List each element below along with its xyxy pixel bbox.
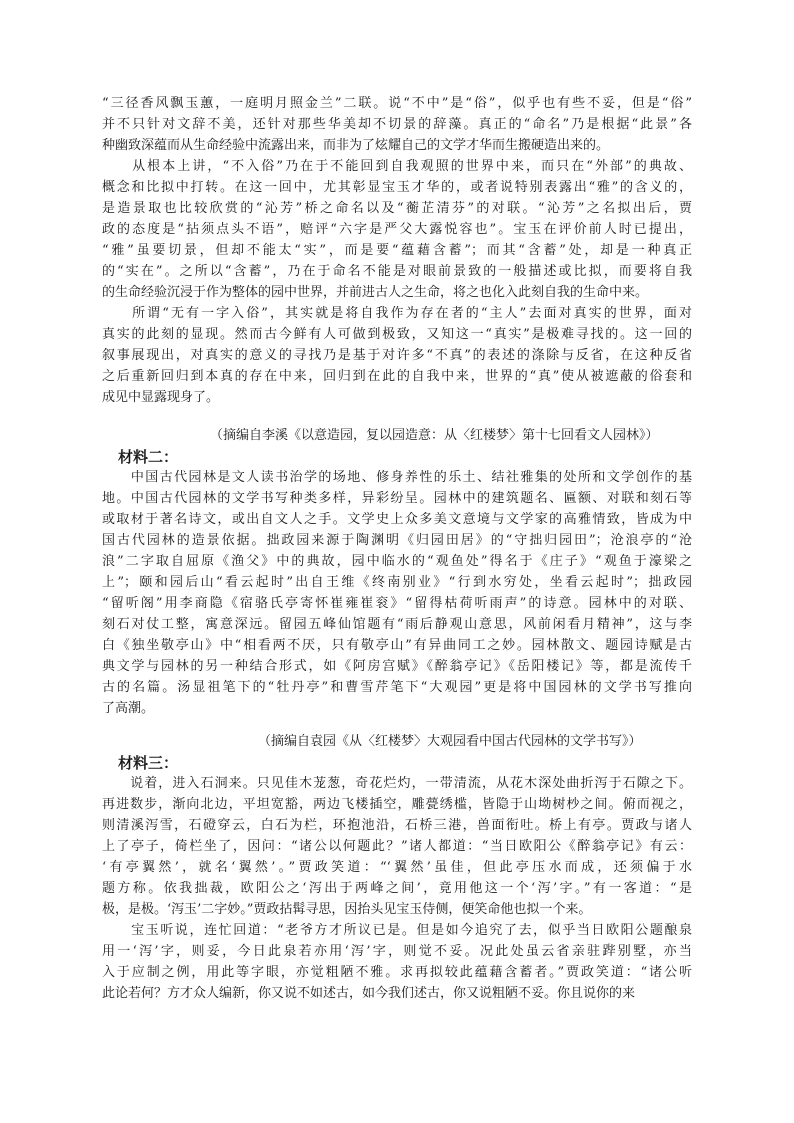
- text-line: 宝玉听说，连忙回道：“老爷方才所议已是。但是如今追究了去，似乎当日欧阳公题酿泉: [102, 923, 692, 938]
- section-one-source: （摘编自李溪《以意造园，复以园造意：从〈红楼梦〉第十七回看文人园林》）: [210, 428, 659, 443]
- text-line: 成见中显露现身了。: [102, 390, 220, 405]
- text-line: 说着，进入石洞来。只见佳木茏葱，奇花烂灼，一带清流，从花木深处曲折泻于石隙之下。: [102, 776, 692, 791]
- text-line: “雅”虽要切景，但却不能太“实”，而是要“蕴藉含蓄”；而其“含蓄”处，却是一种真正: [102, 243, 692, 258]
- text-line: 的“实在”。之所以“含蓄”，乃在于命名不能是对眼前景致的一般描述或比拟，而要将自我: [102, 264, 692, 279]
- text-line: 从根本上讲，“不入俗”乃在于不能回到自我观照的世界中来，而只在“外部”的典故、: [102, 159, 692, 174]
- text-line: 是造景取也比较欣赏的“沁芳”桥之命名以及“蘅芷清芬”的对联。“沁芳”之名拟出后，贾: [102, 201, 692, 216]
- text-line: 国古代园林的造景依据。拙政园来源于陶渊明《归园田居》的“守拙归园田”；沧浪亭的“沧: [102, 533, 692, 548]
- text-line: 用一‘泻’字，则妥，今日此泉若亦用‘泻’字，则觉不妥。况此处虽云省亲驻跸别墅，亦当: [102, 944, 692, 959]
- section-two-heading: 材料二：: [118, 448, 179, 466]
- text-line: 种幽致深蕴而从生命经验中流露出来，而非为了炫耀自己的文学才华而生搬硬造出来的。: [102, 138, 610, 153]
- text-line: 叙事展现出，对真实的意义的寻找乃是基于对许多“不真”的表述的涤除与反省，在这种反省: [102, 348, 692, 363]
- text-line: 极，是极。‘泻玉’二字妙。”贾政拈髯寻思，因抬头见宝玉侍侧，便笑命他也拟一个来。: [102, 902, 592, 917]
- section-three-heading: 材料三：: [118, 754, 179, 772]
- section-two-source: （摘编自袁园《从〈红楼梦〉大观园看中国古代园林的文学书写》）: [258, 734, 642, 749]
- text-line: 政的态度是“拈须点头不语”，赔评“六字是严父大露悦容也”。宝玉在评价前人时已提出，: [102, 222, 692, 237]
- text-line: 的生命经验沉浸于作为整体的园中世界，并前进古人之生命，将之也化入此刻自我的生命中来。: [102, 285, 649, 300]
- text-line: 刻石对仗工整，寓意深远。留园五峰仙馆题有“雨后静观山意思，风前闲看月精神”，这与李: [102, 617, 692, 632]
- text-line: 题方称。依我拙裁，欧阳公之‘泻出于两峰之间’，竟用他这一个‘泻’字。”有一客道：“是: [102, 881, 692, 896]
- text-line: 了高潮。: [102, 701, 155, 716]
- text-line: 之后重新回归到本真的存在中来，回归到在此的自我中来，世界的“真”使从被遮蔽的俗套和: [102, 369, 692, 384]
- text-line: 则清溪泻雪，石磴穿云，白石为栏，环抱池沿，石桥三港，兽面衔吐。桥上有亭。贾政与诸人: [102, 818, 692, 833]
- text-line: 真实的此刻的显现。然而古今鲜有人可做到极致，又知这一“真实”是极难寻找的。这一回的: [102, 327, 692, 342]
- text-line: 古的名篇。汤显祖笔下的“牡丹亭”和曹雪芹笔下“大观园”更是将中国园林的文学书写推向: [102, 680, 692, 695]
- section-two-text: [102, 468, 692, 716]
- text-line: 白《独坐敬亭山》中“相看两不厌，只有敬亭山”有异曲同工之妙。园林散文、题园诗赋是古: [102, 638, 692, 653]
- text-line: “留听阁”用李商隐《宿骆氏亭寄怀崔雍崔衮》“留得枯荷听雨声”的诗意。园林中的对联、: [102, 596, 692, 611]
- text-line: “三径香风飘玉蕙，一庭明月照金兰”二联。说“不中”是“俗”，似乎也有些不妥，但是“俗”: [102, 96, 692, 111]
- text-line: 所谓“无有一字入俗”，其实就是将自我作为存在者的“主人”去面对真实的世界，面对: [102, 306, 692, 321]
- text-line: ‘有亭翼然’，就名‘翼然’。”贾政笑道：“‘翼然’虽佳，但此亭压水而成，还须偏于水: [102, 860, 692, 875]
- text-line: 浪”二字取自屈原《渔父》中的典故，园中临水的“观鱼处”得名于《庄子》“观鱼于濠梁之: [102, 554, 692, 569]
- text-line: 概念和比拟中打转。在这一回中，尤其彰显宝玉才华的，或者说特别表露出“雅”的含义的，: [102, 180, 692, 195]
- text-line: 此论若何？方才众人编新，你又说不如述古，如今我们述古，你又说粗陋不妥。你且说你的来: [102, 986, 636, 1001]
- text-line: 上了亭子，倚栏坐了，因问：“诸公以何题此？”诸人都道：“当日欧阳公《醉翁亭记》有云：: [102, 839, 692, 854]
- section-three-text: [102, 774, 692, 1004]
- text-line: 中国古代园林是文人读书治学的场地、修身养性的乐土、结社雅集的处所和文学创作的基: [102, 470, 692, 485]
- text-line: 并不只针对文辞不美，还针对那些华美却不切景的辞藻。真正的“命名”乃是根据“此景”各: [102, 117, 692, 132]
- text-line: 上”；颐和园后山“看云起时”出自王维《终南别业》“行到水穷处，坐看云起时”；拙政园: [102, 575, 692, 590]
- text-line: 再进数步，渐向北边，平坦宽豁，两边飞楼插空，雕甍绣槛，皆隐于山坳树杪之间。俯而视之，: [102, 797, 692, 812]
- text-line: 地。中国古代园林的文学书写种类多样，异彩纷呈。园林中的建筑题名、匾额、对联和刻石等: [102, 491, 692, 506]
- text-line: 典文学与园林的另一种结合形式，如《阿房宫赋》《醉翁亭记》《岳阳楼记》等，都是流传千: [102, 659, 692, 674]
- text-line: 或取材于著名诗文，或出自文人之手。文学史上众多美文意境与文学家的高雅情致，皆成为中: [102, 512, 692, 527]
- section-one-text: [102, 94, 692, 414]
- text-line: 入于应制之例，用此等字眼，亦觉粗陋不雅。求再拟较此蕴藉含蓄者。”贾政笑道：“诸公听: [102, 965, 692, 980]
